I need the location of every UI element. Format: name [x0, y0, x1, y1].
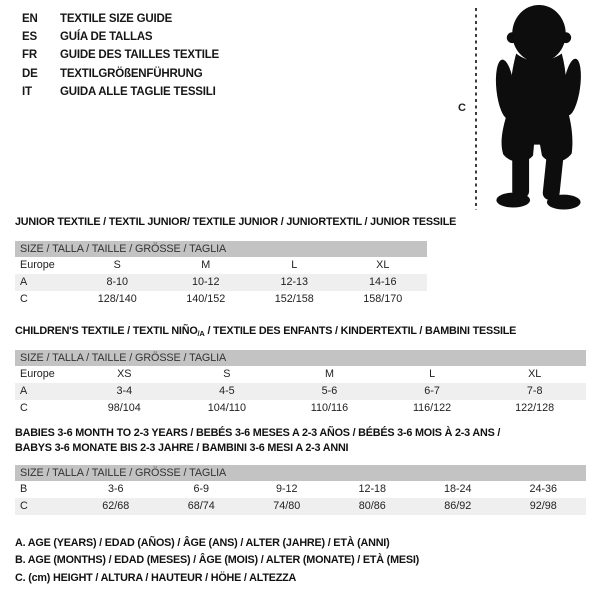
- age-cell: 7-8: [526, 385, 543, 397]
- junior-textile-section: [15, 216, 457, 308]
- row-label: Europe: [20, 259, 55, 271]
- title-part: / TEXTILE DES ENFANTS / KINDERTEXTIL / BAMBINI TESSILE: [204, 325, 517, 337]
- children-textile-section: [15, 326, 586, 417]
- lang-row-es: [22, 28, 219, 46]
- size-cell: S: [113, 259, 121, 271]
- table-row-height: [15, 400, 586, 417]
- age-cell: 12-13: [280, 276, 309, 288]
- lang-label: GUIDA ALLE TAGLIE TESSILI: [60, 85, 216, 98]
- height-cell: 80/86: [358, 500, 386, 512]
- months-cell: 18-24: [443, 483, 472, 495]
- months-cell: 12-18: [358, 483, 387, 495]
- legend-line-a: A. AGE (YEARS) / EDAD (AÑOS) / ÂGE (ANS) / ALTER (JAHRE) / ETÀ (ANNI): [15, 537, 390, 549]
- size-header-bar: SIZE / TALLA / TAILLE / GRÖSSE / TAGLIA: [15, 465, 586, 481]
- height-cell: 86/92: [444, 500, 472, 512]
- row-label: B: [20, 483, 28, 495]
- row-label: C: [20, 293, 28, 305]
- lang-code: FR: [22, 49, 37, 62]
- size-cell: M: [201, 259, 211, 271]
- size-cell: L: [429, 368, 436, 380]
- size-header-bar: SIZE / TALLA / TAILLE / GRÖSSE / TAGLIA: [15, 241, 427, 257]
- table-row-height: [15, 291, 427, 308]
- size-header-bar: SIZE / TALLA / TAILLE / GRÖSSE / TAGLIA: [15, 350, 586, 366]
- table-row-europe: [15, 366, 586, 383]
- height-cell: 104/110: [207, 402, 246, 414]
- row-label: A: [20, 276, 28, 288]
- lang-code: IT: [22, 85, 32, 98]
- height-cell: 74/80: [273, 500, 301, 512]
- age-cell: 10-12: [191, 276, 220, 288]
- legend: [15, 535, 419, 587]
- row-label: C: [20, 500, 28, 512]
- months-cell: 6-9: [193, 483, 210, 495]
- height-cell: 98/104: [107, 402, 141, 414]
- height-label-c: C: [458, 102, 466, 114]
- lang-row-fr: [22, 46, 219, 64]
- height-cell: 116/122: [412, 402, 452, 414]
- children-table-title: [15, 326, 586, 339]
- age-cell: 3-4: [116, 385, 133, 397]
- months-cell: 24-36: [529, 483, 558, 495]
- title-part: CHILDREN'S TEXTILE / TEXTIL NIÑO: [15, 325, 198, 337]
- months-cell: 9-12: [275, 483, 298, 495]
- size-cell: S: [223, 368, 231, 380]
- baby-silhouette-icon: [482, 4, 592, 212]
- lang-row-it: [22, 83, 219, 101]
- age-cell: 8-10: [106, 276, 129, 288]
- height-cell: 62/68: [102, 500, 130, 512]
- height-cell: 92/98: [529, 500, 557, 512]
- row-label: Europe: [20, 368, 55, 380]
- title-subscript: /A: [197, 329, 205, 338]
- babies-table-title: [15, 426, 586, 456]
- lang-code: ES: [22, 31, 37, 44]
- legend-line-b: B. AGE (MONTHS) / EDAD (MESES) / ÂGE (MOIS) / ALTER (MONATE) / ETÀ (MESI): [15, 554, 420, 567]
- legend-line-c: C. (cm) HEIGHT / ALTURA / HAUTEUR / HÖHE / ALTEZZA: [15, 571, 297, 584]
- lang-label: GUIDE DES TAILLES TEXTILE: [60, 49, 219, 62]
- junior-table-title: JUNIOR TEXTILE / TEXTIL JUNIOR/ TEXTILE JUNIOR / JUNIORTEXTIL / JUNIOR TESSILE: [15, 216, 457, 228]
- height-cell: 128/140: [97, 293, 137, 305]
- babies-textile-section: [15, 426, 586, 515]
- lang-code: EN: [22, 13, 38, 25]
- size-cell: XL: [376, 259, 390, 271]
- months-cell: 3-6: [107, 483, 124, 495]
- age-cell: 5-6: [321, 385, 338, 397]
- height-cell: 122/128: [515, 402, 555, 414]
- lang-row-de: [22, 65, 219, 83]
- row-label: C: [20, 402, 28, 414]
- lang-label: TEXTILGRÖßENFÜHRUNG: [60, 67, 203, 80]
- age-cell: 14-16: [368, 276, 397, 288]
- row-label: A: [20, 385, 28, 397]
- table-row-europe: [15, 257, 427, 274]
- size-cell: XS: [117, 368, 132, 380]
- table-row-age: [15, 383, 586, 400]
- size-cell: M: [324, 368, 334, 380]
- table-row-months: [15, 481, 586, 498]
- height-cell: 140/152: [186, 293, 226, 305]
- age-cell: 4-5: [219, 385, 235, 397]
- title-line: BABYS 3-6 MONATE BIS 2-3 JAHRE / BAMBINI 3-6 MESI A 2-3 ANNI: [15, 442, 349, 454]
- height-cell: 110/116: [310, 402, 349, 414]
- height-cell: 152/158: [274, 293, 314, 305]
- size-cell: L: [291, 259, 298, 271]
- lang-label: TEXTILE SIZE GUIDE: [60, 13, 173, 25]
- table-row-height: [15, 498, 586, 515]
- language-title-list: [22, 10, 219, 101]
- lang-label: GUÍA DE TALLAS: [60, 31, 153, 44]
- height-cell: 68/74: [187, 500, 215, 512]
- lang-row-en: [22, 10, 219, 28]
- height-measure-line: [475, 8, 477, 210]
- age-cell: 6-7: [424, 385, 440, 397]
- size-cell: XL: [528, 368, 542, 380]
- lang-code: DE: [22, 67, 38, 80]
- title-line: BABIES 3-6 MONTH TO 2-3 YEARS / BEBÉS 3-6 MESES A 2-3 AÑOS / BÉBÉS 3-6 MOIS À 2-3 ANS /: [15, 427, 501, 439]
- baby-height-figure: [440, 0, 600, 215]
- height-cell: 158/170: [363, 293, 403, 305]
- table-row-age: [15, 274, 427, 291]
